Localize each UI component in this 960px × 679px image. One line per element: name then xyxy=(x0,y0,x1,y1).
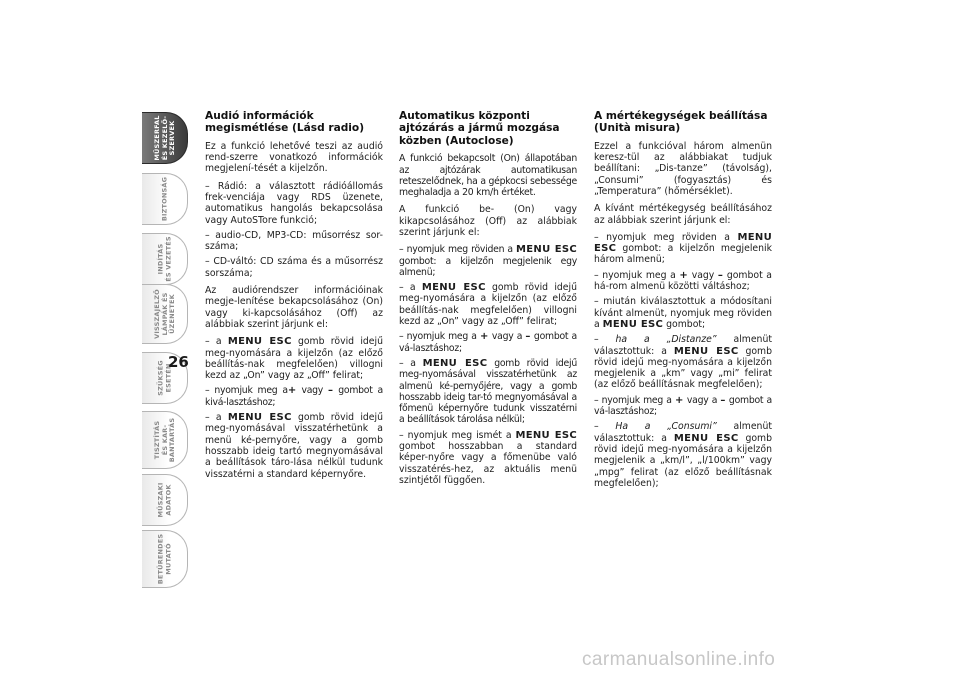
tab-technical-data[interactable] xyxy=(142,474,188,526)
column-autoclose xyxy=(399,110,577,492)
paragraph: A kívánt mértékegység beállításához az alábbiak szerint járjunk el: xyxy=(594,203,772,226)
section-title: Audió információk megismétlése (Lásd radio) xyxy=(205,110,365,135)
tab-label: MŰSZERFAL ÉS KEZELŐ- SZERVEK xyxy=(152,115,176,161)
tab-starting-driving[interactable] xyxy=(142,233,188,285)
page-number: 26 xyxy=(168,353,189,371)
column-units xyxy=(594,110,772,495)
paragraph: Az audiórendszer információinak megje-lenítése bekapcsolásához (On) vagy ki-kapcsolásához (Off) az alábbiak szerint járjunk el: xyxy=(205,285,383,330)
paragraph: – CD-váltó: CD száma és a műsorrész sorszáma; xyxy=(205,256,383,279)
paragraph: – a MENU ESC gomb rövid idejű meg-nyomásával visszatérhetünk a menü ké-pernyőre, vagy a gomb hosszabb ideig tartó megnyomásával a beállítások táro-lása nélkül tudunk visszatérni a standard képernyőre. xyxy=(205,412,383,480)
paragraph: – ha a „Distanze” almenüt választottuk: a MENU ESC gomb rövid idejű meg-nyomására a kijelzőn megjelenik a „km” vagy „mi” felirat (az előző beállításnak megfelelően); xyxy=(594,334,772,391)
paragraph: – audio-CD, MP3-CD: műsorrész sor-száma; xyxy=(205,229,383,253)
paragraph: – nyomjuk meg a + vagy – gombot a há-rom almenü közötti váltáshoz; xyxy=(594,269,773,293)
tab-warning-lights[interactable] xyxy=(142,284,188,344)
tab-label: SZÜKSÉG ESETÉN xyxy=(156,360,172,396)
paragraph: – a MENU ESC gomb rövid idejű meg-nyomásával visszatérhetünk az almenü ké-pernyőjére, vagy a gomb hosszabb ideig tar-tó megnyomásával a főmenü képernyőre tudunk visszatérni a beállítások tárolása nélkül; xyxy=(399,357,577,426)
tab-label: INDÍTÁS ÉS VEZETÉS xyxy=(156,236,172,282)
paragraph: – nyomjuk meg röviden a MENU ESC gombot: a kijelzőn megjelenik egy almenü; xyxy=(399,244,578,278)
paragraph: A funkció be- (On) vagy kikapcsolásához (Off) az alábbiak szerint járjunk el: xyxy=(399,204,577,238)
paragraph: – a MENU ESC gomb rövid idejű meg-nyomására a kijelzőn (az előző beállítás-nak megfelelően) villogni kezd az „On” vagy az „Off” felirat; xyxy=(205,336,383,382)
tab-label: VISSZAJELZŐ LÁMPÁK ÉS ÜZENETEK xyxy=(152,289,176,339)
column-audio-info xyxy=(205,110,383,486)
tab-safety[interactable] xyxy=(142,173,188,225)
paragraph: – Ha a „Consumi” almenüt választottuk: a MENU ESC gomb rövid idejű meg-nyomására a kijelzőn megjelenik a „km/l”, „l/100km” vagy „mpg” felirat (az előző beállításnak megfelelően); xyxy=(594,421,772,489)
tab-label: TISZTÍTÁS ÉS KAR- BANTARTÁS xyxy=(152,417,176,463)
section-title: Automatikus központi ajtózárás a jármű mozgása közben (Autoclose) xyxy=(399,110,560,147)
tab-index[interactable] xyxy=(142,530,188,588)
tab-label: BETŰRENDES MUTATÓ xyxy=(156,533,172,585)
paragraph: – nyomjuk meg a + vagy a – gombot a vá-lasztáshoz; xyxy=(594,394,772,418)
tab-label: MŰSZAKI ADATOK xyxy=(156,482,172,518)
paragraph: Ez a funkció lehetővé teszi az audió rend-szerre vonatkozó információk megjelení-tését a kijelzőn. xyxy=(205,140,383,175)
tab-label: BIZTONSÁG xyxy=(159,176,168,222)
paragraph: A funkció bekapcsolt (On) állapotában az ajtózárak automatikusan reteszelődnek, ha a gépkocsi sebessége meghaladja a 20 km/h értéket. xyxy=(399,153,577,199)
tab-instrument-panel[interactable] xyxy=(142,112,188,164)
paragraph: – miután kiválasztottuk a módosítani kívánt almenüt, nyomjuk meg röviden a MENU ESC gombot; xyxy=(594,296,772,330)
tab-maintenance[interactable] xyxy=(142,411,188,469)
paragraph: – Rádió: a választott rádióállomás frek-venciája vagy RDS üzenete, automatikus hangolás bekapcsolása vagy AutoSTore funkció; xyxy=(205,180,383,226)
paragraph: – nyomjuk meg ismét a MENU ESC gombot hosszabban a standard képer-nyőre vagy a főmenübe való visszatérés-hez, az aktuális menü szintjétől függően. xyxy=(399,429,577,486)
paragraph: Ezzel a funkcióval három almenün keresz-tül az alábbiakat tudjuk beállítani: „Dis-tanze” (távolság), „Consumi” (fogyasztás) és „Temperatura” (hőmérséklet). xyxy=(594,140,772,197)
paragraph: – a MENU ESC gomb rövid idejű meg-nyomására a kijelzőn (az előző beállítás-nak megfelelően) villogni kezd az „On” vagy az „Off” felirat; xyxy=(399,282,577,328)
watermark: carmanualsonline.info xyxy=(582,649,776,670)
paragraph: – nyomjuk meg a + vagy a – gombot a vá-lasztáshoz; xyxy=(399,331,577,354)
paragraph: – nyomjuk meg a+ vagy – gombot a kivá-lasztáshoz; xyxy=(205,385,383,408)
section-title: A mértékegységek beállítása (Unità misura) xyxy=(594,110,768,135)
paragraph: – nyomjuk meg röviden a MENU ESC gombot: a kijelzőn megjelenik három almenü; xyxy=(594,231,772,266)
